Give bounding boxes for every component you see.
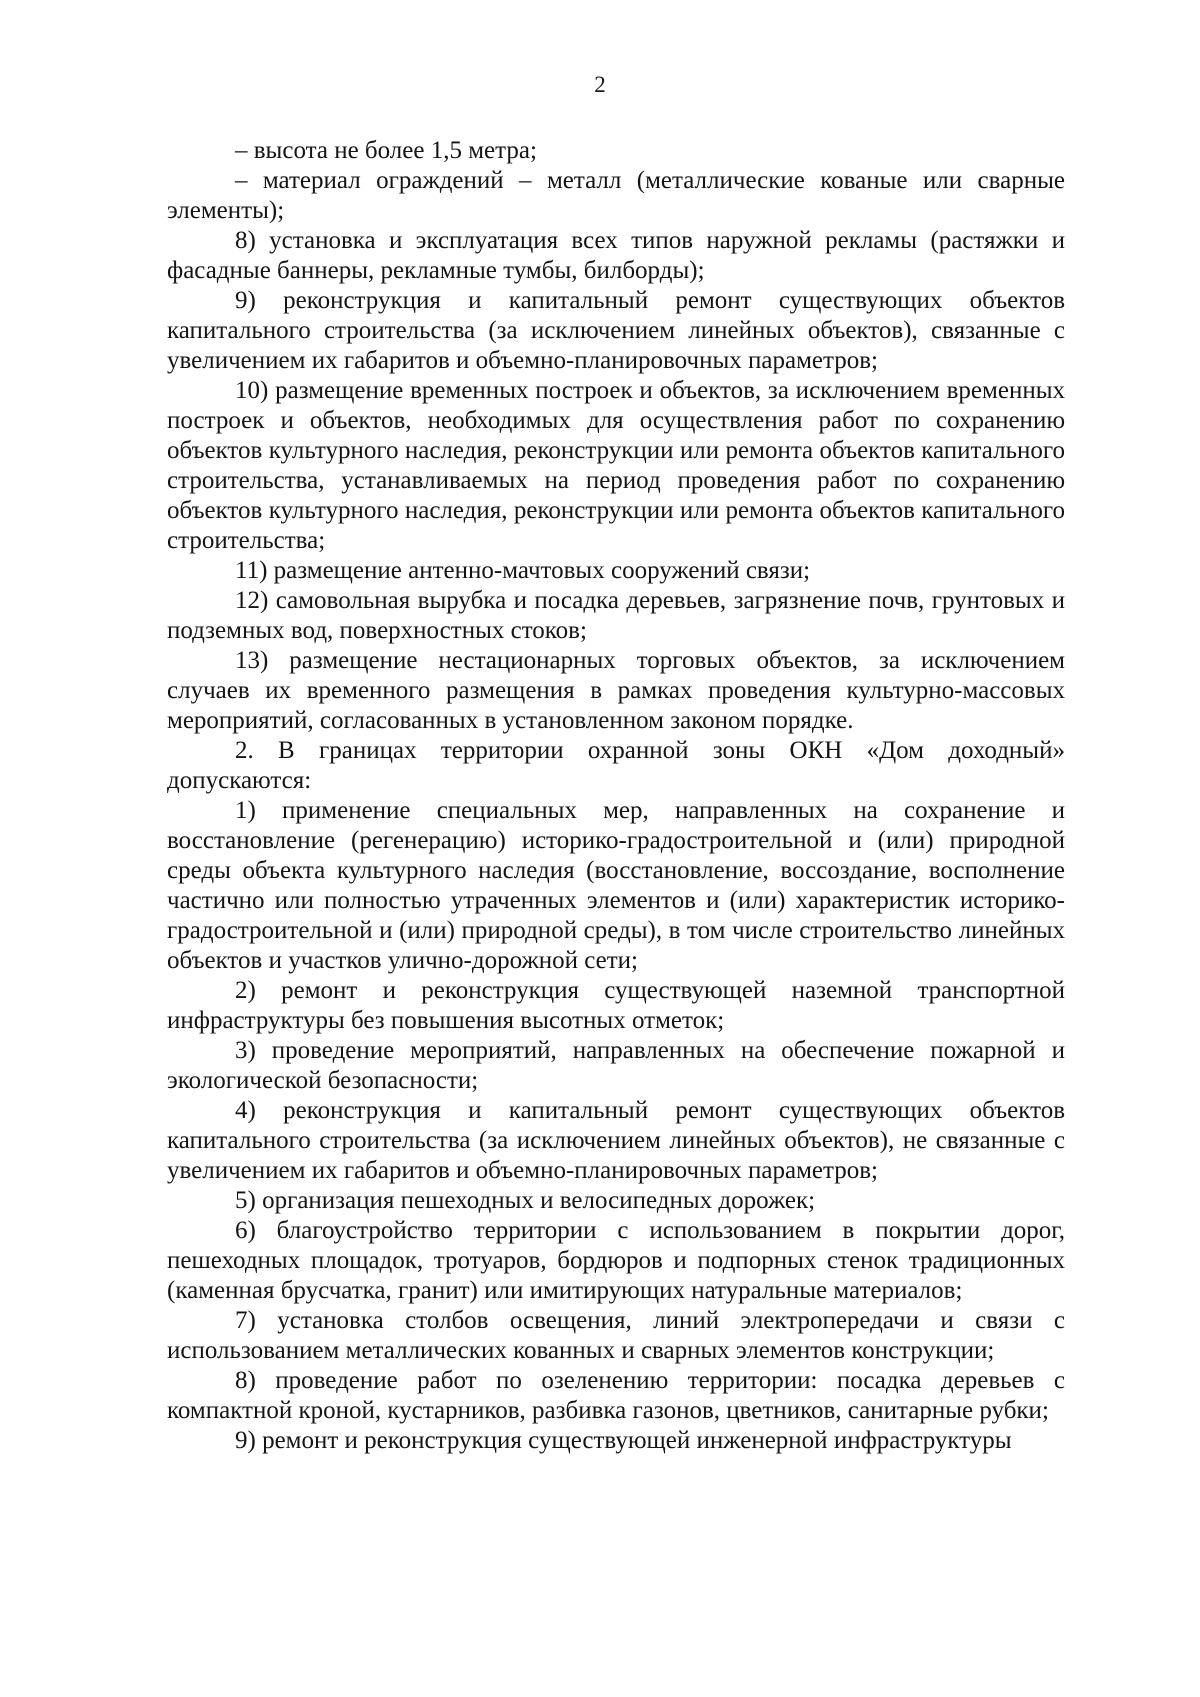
paragraph: 12) самовольная вырубка и посадка деревьев, загрязнение почв, грунтовых и подземных вод, поверхностных стоков; xyxy=(167,587,1065,644)
paragraph: 13) размещение нестационарных торговых объектов, за исключением случаев их временного размещения в рамках проведения культурно-массовых мероприятий, согласованных в установленном законом порядке. xyxy=(167,647,1065,734)
paragraph: 11) размещение антенно-мачтовых сооружений связи; xyxy=(235,557,811,584)
paragraph: 9) реконструкция и капитальный ремонт существующих объектов капитального строительства (за исключением линейных объектов), связанные с увеличением их габаритов и объемно-планировочных параметров; xyxy=(167,287,1065,374)
paragraph: 5) организация пешеходных и велосипедных дорожек; xyxy=(235,1187,816,1214)
paragraph: 8) проведение работ по озеленению территории: посадка деревьев с компактной кроной, кустарников, разбивка газонов, цветников, санитарные рубки; xyxy=(167,1367,1065,1424)
paragraph: 1) применение специальных мер, направленных на сохранение и восстановление (регенерацию) историко-градостроительной и (или) природной среды объекта культурного наследия (восстановление, воссоздание, восполнение частично или полностью утраченных элементов и (или) характеристик историко-градостроительной и (или) природной среды), в том числе строительство линейных объектов и участков улично-дорожной сети; xyxy=(167,797,1065,974)
page-number: 2 xyxy=(594,72,606,97)
paragraph: 2) ремонт и реконструкция существующей наземной транспортной инфраструктуры без повышения высотных отметок; xyxy=(167,977,1065,1034)
paragraph: 7) установка столбов освещения, линий электропередачи и связи с использованием металлических кованных и сварных элементов конструкции; xyxy=(167,1307,1065,1364)
paragraph: 10) размещение временных построек и объектов, за исключением временных построек и объектов, необходимых для осуществления работ по сохранению объектов культурного наследия, реконструкции или ремонта объектов капитального строительства, устанавливаемых на период проведения работ по сохранению объектов культурного наследия, реконструкции или ремонта объектов капитального строительства; xyxy=(167,377,1065,554)
document-body xyxy=(167,136,1065,1456)
paragraph: 9) ремонт и реконструкция существующей инженерной инфраструктуры xyxy=(235,1427,1012,1454)
paragraph: – материал ограждений – металл (металлические кованые или сварные элементы); xyxy=(167,167,1065,224)
paragraph: 8) установка и эксплуатация всех типов наружной рекламы (растяжки и фасадные баннеры, рекламные тумбы, билборды); xyxy=(167,227,1065,284)
paragraph: 6) благоустройство территории с использованием в покрытии дорог, пешеходных площадок, тротуаров, бордюров и подпорных стенок традиционных (каменная брусчатка, гранит) или имитирующих натуральные материалов; xyxy=(167,1217,1065,1304)
paragraph: – высота не более 1,5 метра; xyxy=(235,137,537,164)
paragraph: 2. В границах территории охранной зоны ОКН «Дом доходный» допускаются: xyxy=(167,737,1065,794)
paragraph: 3) проведение мероприятий, направленных на обеспечение пожарной и экологической безопасности; xyxy=(167,1037,1065,1094)
paragraph: 4) реконструкция и капитальный ремонт существующих объектов капитального строительства (за исключением линейных объектов), не связанные с увеличением их габаритов и объемно-планировочных параметров; xyxy=(167,1097,1065,1184)
